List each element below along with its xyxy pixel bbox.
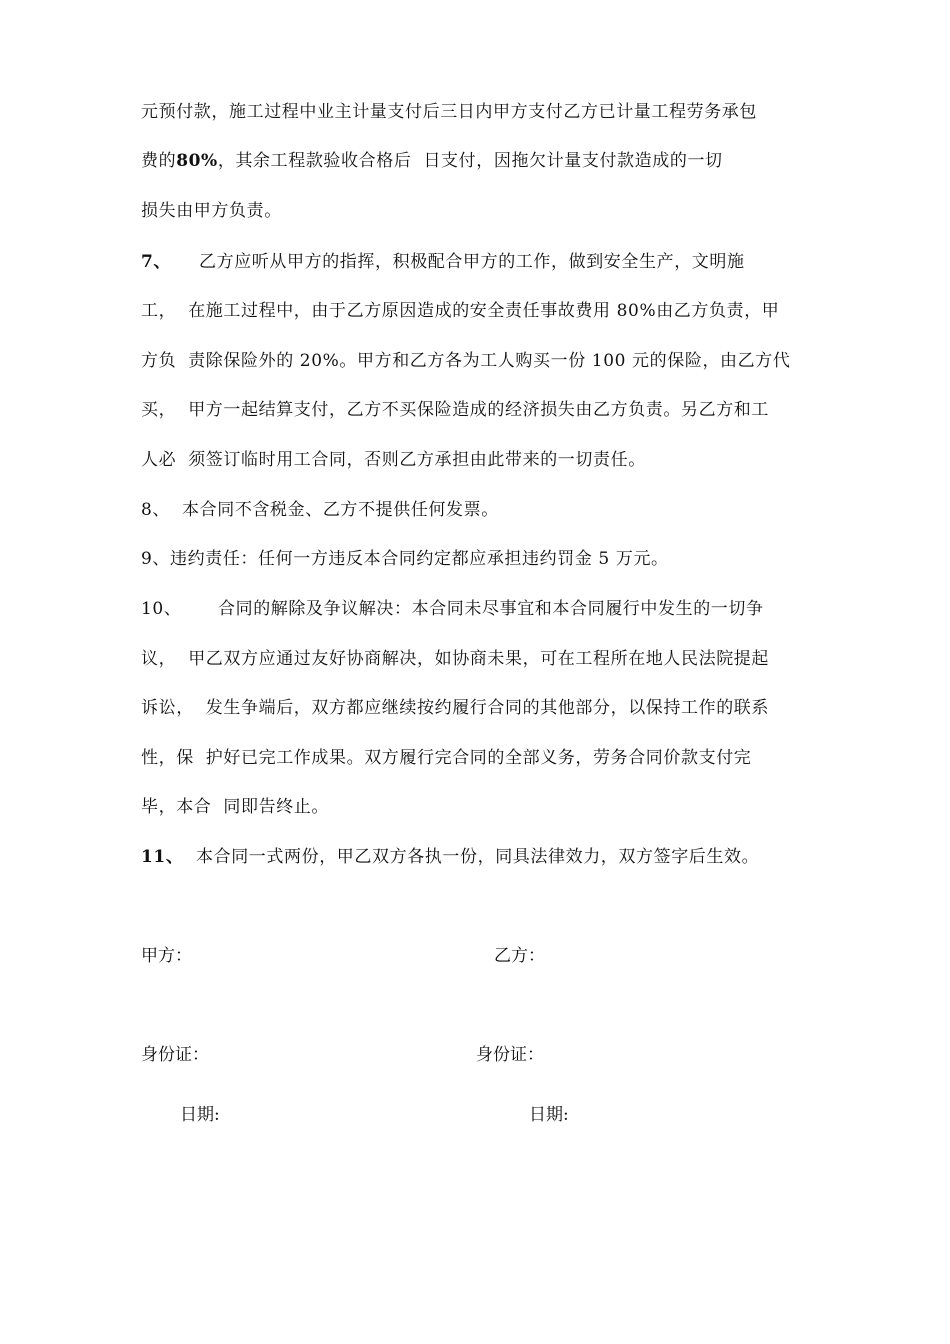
item-7-number: 7、 — [141, 252, 172, 272]
text-line-2-rest: 其余工程款验收合格后 日支付，因拖欠计量支付款造成的一切 — [235, 151, 723, 171]
item-7-line-2: 工， 在施工过程中，由于乙方原因造成的安全责任事故费用 80%由乙方负责，甲 — [141, 301, 780, 321]
item-9: 9、违约责任：任何一方违反本合同约定都应承担违约罚金 5 万元。 — [141, 549, 669, 569]
item-10-text: 合同的解除及争议解决：本合同未尽事宜和本合同履行中发生的一切争 — [218, 599, 764, 619]
text-line-2-prefix: 费的 — [141, 151, 177, 171]
text-line-2-comma: ， — [217, 151, 236, 171]
id-label-b: 身份证： — [476, 1045, 544, 1065]
party-b-label: 乙方： — [494, 946, 545, 966]
item-10-number: 10、 — [141, 599, 182, 619]
item-7-line-5: 人必 须签订临时用工合同，否则乙方承担由此带来的一切责任。 — [141, 450, 646, 470]
date-label-b: 日期: — [529, 1105, 569, 1125]
date-label-a: 日期: — [180, 1105, 220, 1125]
text-line-2 — [141, 150, 723, 172]
id-label-a: 身份证： — [141, 1045, 209, 1065]
item-8: 8、 本合同不含税金、乙方不提供任何发票。 — [141, 500, 499, 520]
item-11-number: 11、 — [141, 847, 184, 867]
text-line-3: 损失由甲方负责。 — [141, 201, 282, 221]
item-10-line-2: 议， 甲乙双方应通过友好协商解决，如协商未果，可在工程所在地人民法院提起 — [141, 649, 770, 669]
text-line-1: 元预付款，施工过程中业主计量支付后三日内甲方支付乙方已计量工程劳务承包 — [141, 102, 757, 122]
item-7-line-4: 买， 甲方一起结算支付，乙方不买保险造成的经济损失由乙方负责。另乙方和工 — [141, 400, 770, 420]
item-11-text: 本合同一式两份，甲乙双方各执一份，同具法律效力，双方签字后生效。 — [196, 847, 760, 867]
item-7-line-3: 方负 责除保险外的 20%。甲方和乙方各为工人购买一份 100 元的保险，由乙方代 — [141, 351, 791, 371]
text-line-2-percent: 80% — [176, 151, 218, 171]
item-10-line-5: 毕，本合 同即告终止。 — [141, 797, 330, 817]
party-a-label: 甲方： — [141, 946, 192, 966]
item-10-line-4: 性，保 护好已完工作成果。双方履行完合同的全部义务，劳务合同价款支付完 — [141, 748, 752, 768]
item-7-text: 乙方应听从甲方的指挥，积极配合甲方的工作，做到安全生产，文明施 — [199, 252, 745, 272]
item-10-line-3: 诉讼， 发生争端后，双方都应继续按约履行合同的其他部分，以保持工作的联系 — [141, 698, 770, 718]
